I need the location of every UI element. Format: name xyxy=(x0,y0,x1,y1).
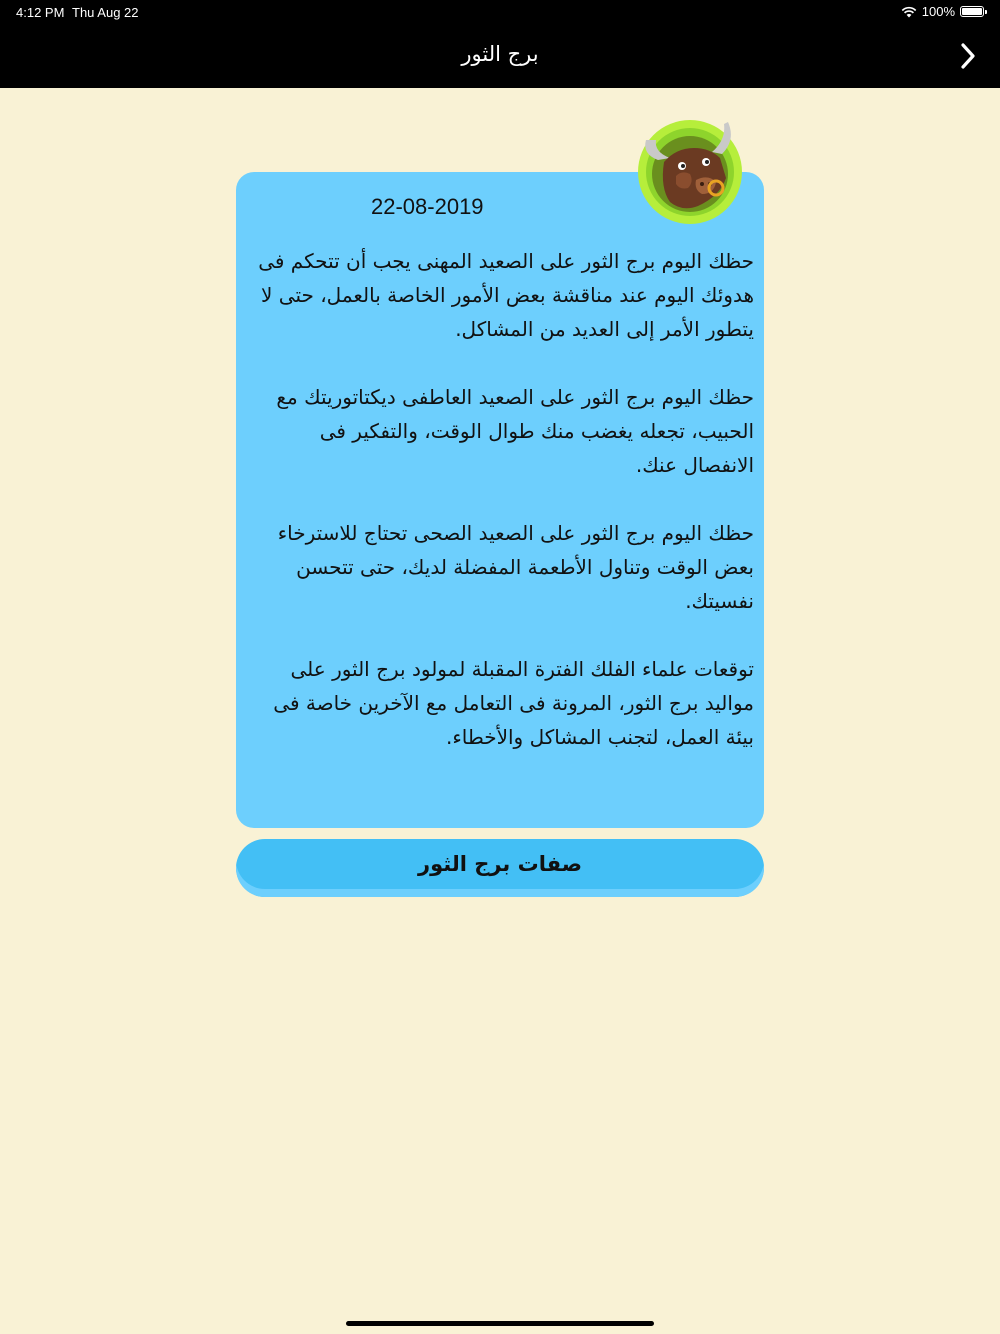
status-date: Thu Aug 22 xyxy=(72,5,139,20)
wifi-icon xyxy=(901,6,917,18)
taurus-traits-button[interactable]: صفات برج الثور xyxy=(236,839,764,897)
battery-level-fill xyxy=(962,8,982,15)
paragraph-professional: حظك اليوم برج الثور على الصعيد المهنى يجب أن تتحكم فى هدوئك اليوم عند مناقشة بعض الأمور الخاصة بالعمل، حتى لا يتطور الأمر إلى العديد من المشاكل. xyxy=(258,249,754,341)
navigation-bar xyxy=(0,24,1000,88)
chevron-right-icon xyxy=(959,42,977,70)
horoscope-text xyxy=(252,244,754,788)
taurus-bull-icon xyxy=(636,118,744,226)
next-button[interactable] xyxy=(950,38,986,74)
status-bar xyxy=(0,0,1000,24)
horoscope-card xyxy=(236,172,764,828)
paragraph-health: حظك اليوم برج الثور على الصعيد الصحى تحتاج للاسترخاء بعض الوقت وتناول الأطعمة المفضلة لديك، حتى تتحسن نفسيتك. xyxy=(277,521,754,613)
page-title: برج الثور xyxy=(461,42,539,66)
battery-icon xyxy=(960,6,984,17)
paragraph-forecast: توقعات علماء الفلك الفترة المقبلة لمولود برج الثور على مواليد برج الثور، المرونة فى التعامل مع الآخرين خاصة فى بيئة العمل، لتجنب المشاكل والأخطاء. xyxy=(273,657,754,749)
status-indicators xyxy=(901,4,984,19)
horoscope-date: 22-08-2019 xyxy=(371,194,484,219)
status-time: 4:12 PM xyxy=(16,5,65,20)
paragraph-love: حظك اليوم برج الثور على الصعيد العاطفى ديكتاتوريتك مع الحبيب، تجعله يغضب منك طوال الوقت، والتفكير فى الانفصال عنك. xyxy=(276,385,754,477)
home-indicator[interactable] xyxy=(346,1321,654,1326)
battery-percent: 100% xyxy=(921,4,955,19)
